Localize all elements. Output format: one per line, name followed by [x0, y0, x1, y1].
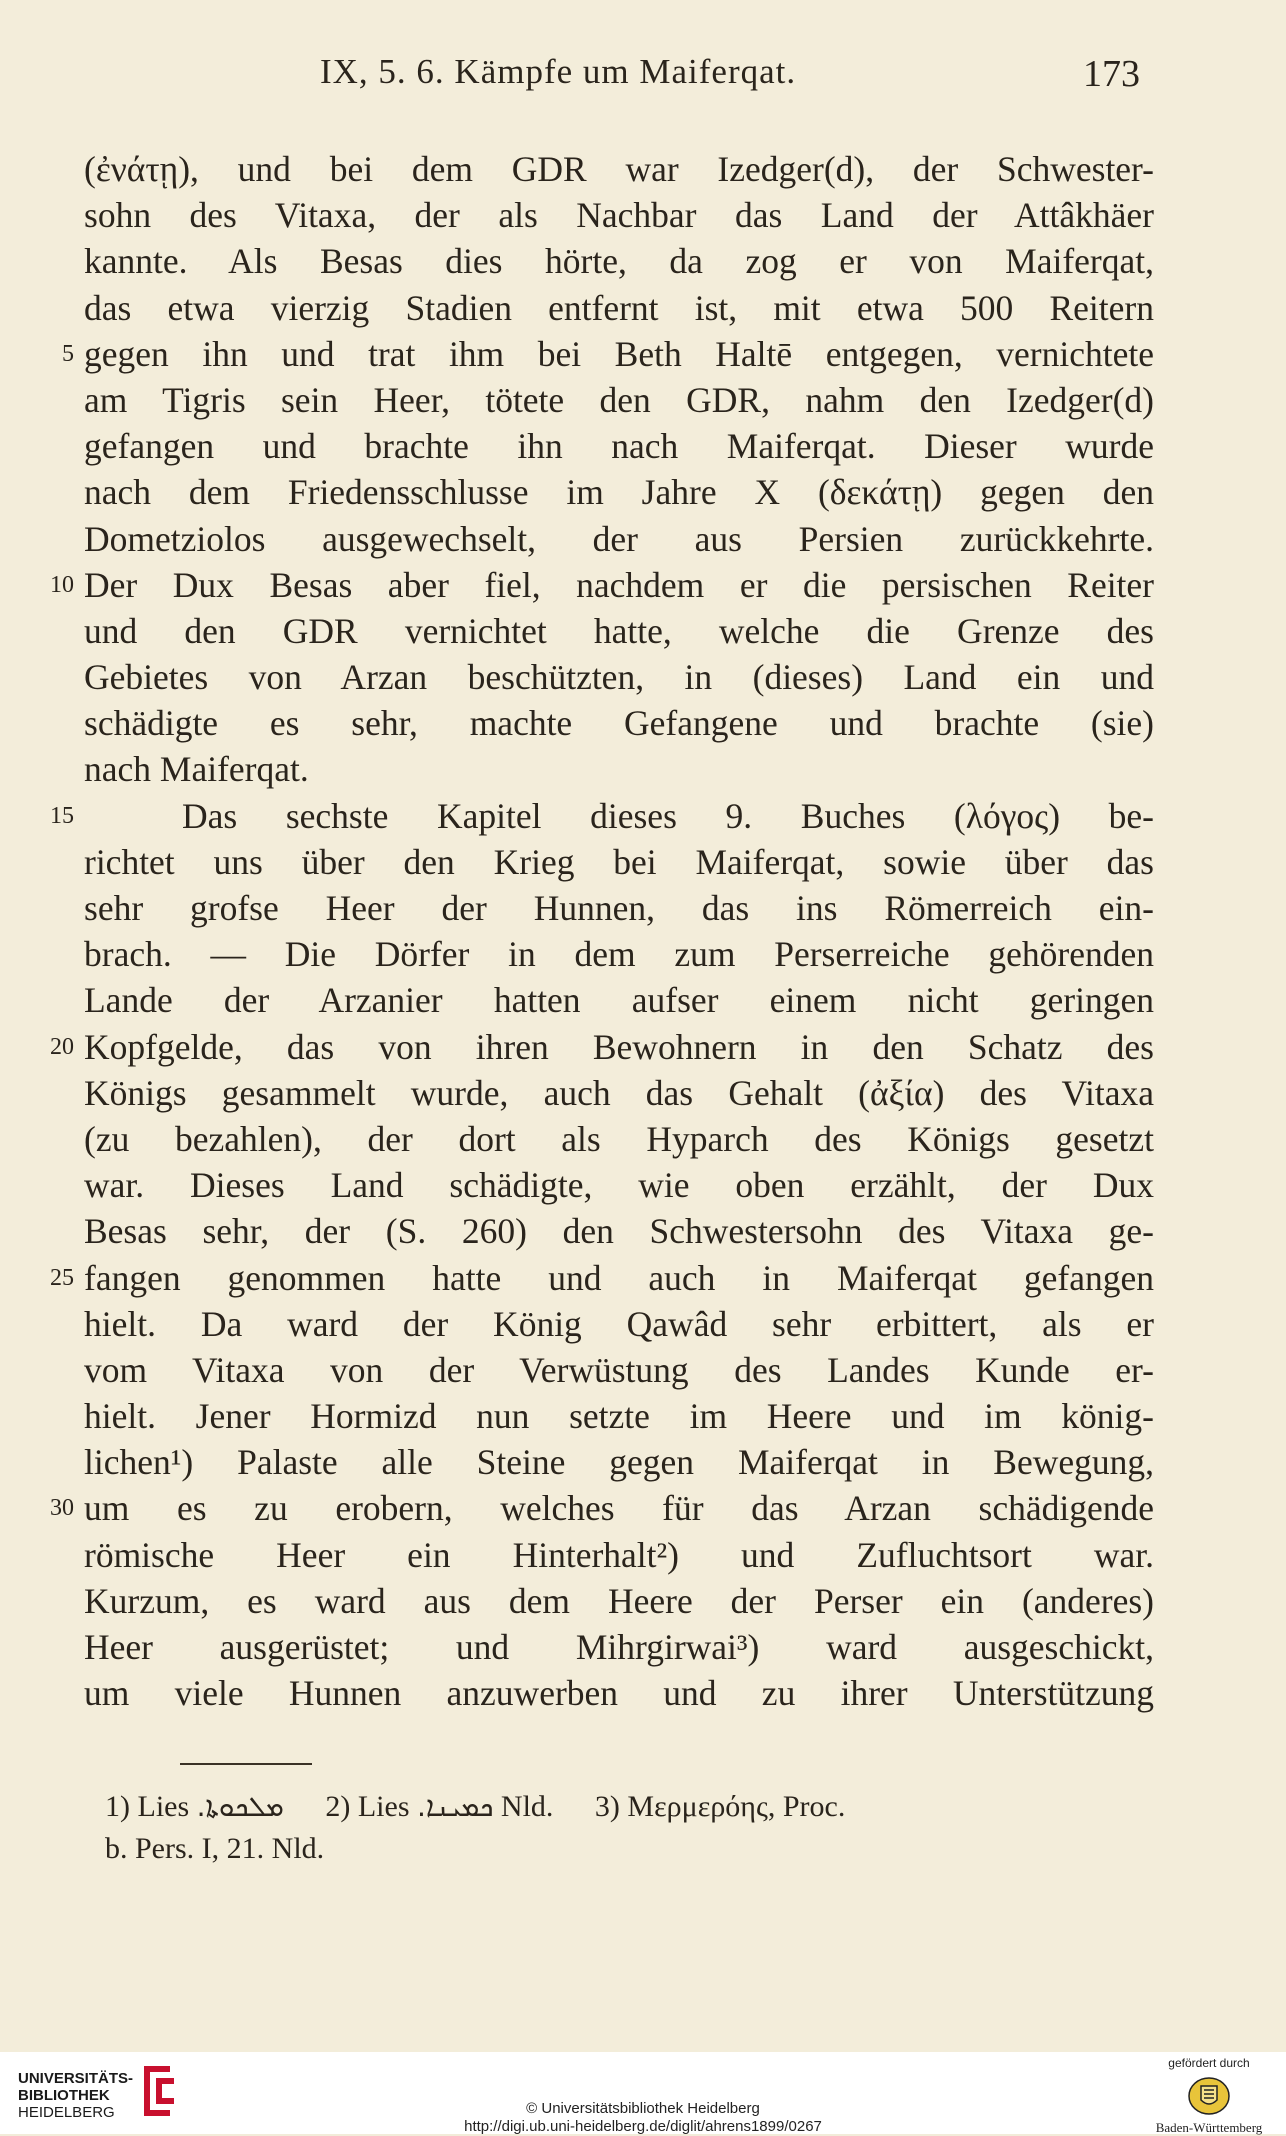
- text-line: [80, 423, 1160, 469]
- line-text: Das sechste Kapitel dieses 9. Buches (λόγος) be-: [182, 795, 1154, 836]
- line-text: Lande der Arzanier hatten aufser einem nicht geringen: [84, 980, 1154, 1021]
- text-line: [80, 192, 1160, 238]
- line-text: am Tigris sein Heer, tötete den GDR, nahm den Izedger(d): [84, 379, 1154, 420]
- text-line: [80, 977, 1160, 1023]
- line-text: Dometziolos ausgewechselt, der aus Persien zurückkehrte.: [84, 518, 1154, 559]
- text-line: [80, 238, 1160, 284]
- text-line: [80, 469, 1160, 515]
- line-text: brach. — Die Dörfer in dem zum Perserreiche gehörenden: [84, 934, 1154, 975]
- footnote-2-syriac: ܟܡܝܢܐ.: [417, 1790, 494, 1823]
- line-number: 15: [50, 802, 74, 829]
- line-text: gegen ihn und trat ihm bei Beth Haltē entgegen, vernichtete: [84, 333, 1154, 374]
- text-line: [80, 1624, 1160, 1670]
- line-text: um es zu erobern, welches für das Arzan schädigende: [84, 1488, 1154, 1529]
- line-text: Der Dux Besas aber fiel, nachdem er die persischen Reiter: [84, 564, 1154, 605]
- line-text: (zu bezahlen), der dort als Hyparch des Königs gesetzt: [84, 1118, 1154, 1159]
- line-text: hielt. Jener Hormizd nun setzte im Heere und im könig-: [84, 1396, 1154, 1437]
- line-number: 20: [50, 1033, 74, 1060]
- copyright-text: © Universitätsbibliothek Heidelberg: [526, 2100, 760, 2117]
- line-text: vom Vitaxa von der Verwüstung des Landes Kunde er-: [84, 1349, 1154, 1390]
- line-text: das etwa vierzig Stadien entfernt ist, mit etwa 500 Reitern: [84, 287, 1154, 328]
- text-line: [80, 1670, 1160, 1716]
- footnote-1-prefix: 1) Lies: [105, 1790, 190, 1823]
- copyright-notice: [0, 2100, 1286, 2136]
- footnote-line-2: b. Pers. I, 21. Nld.: [105, 1832, 325, 1865]
- line-number: 10: [50, 571, 74, 598]
- text-line: [80, 700, 1160, 746]
- line-text: römische Heer ein Hinterhalt²) und Zufluchtsort war.: [84, 1534, 1154, 1575]
- line-text: gefangen und brachte ihn nach Maiferqat. Dieser wurde: [84, 426, 1154, 467]
- line-text: Heer ausgerüstet; und Mihrgirwai³) ward ausgeschickt,: [84, 1627, 1154, 1667]
- coat-of-arms-icon: [1187, 2076, 1231, 2116]
- text-line: [80, 1116, 1160, 1162]
- line-text: Königs gesammelt wurde, auch das Gehalt (ἀξία) des Vitaxa: [84, 1072, 1154, 1113]
- text-line: [80, 608, 1160, 654]
- line-number: 25: [50, 1264, 74, 1291]
- footnote-1-syriac: ܡܠܟܘܬܐ.: [196, 1790, 284, 1823]
- text-line: [80, 1070, 1160, 1116]
- permalink[interactable]: http://digi.ub.uni-heidelberg.de/diglit/ahrens1899/0267: [464, 2118, 822, 2135]
- footnote-2: [325, 1786, 553, 1828]
- footnote-2-suffix: Nld.: [500, 1790, 554, 1823]
- text-line: [80, 654, 1160, 700]
- text-line: [50, 562, 1160, 608]
- line-text: nach Maiferqat.: [84, 749, 309, 790]
- text-line: [50, 1485, 1160, 1531]
- line-text: Kopfgelde, das von ihren Bewohnern in den Schatz des: [84, 1026, 1154, 1067]
- text-line: [80, 1393, 1160, 1439]
- footnote-rule: [180, 1763, 312, 1765]
- line-text: nach dem Friedensschlusse im Jahre X (δεκάτῃ) gegen den: [84, 472, 1154, 513]
- text-line: [80, 839, 1160, 885]
- sponsor-name: Baden-Württemberg: [1155, 2120, 1263, 2135]
- text-line: [80, 931, 1160, 977]
- line-text: lichen¹) Palaste alle Steine gegen Maiferqat in Bewegung,: [84, 1442, 1154, 1483]
- library-name-2: BIBLIOTHEK: [18, 2087, 110, 2104]
- text-line: [80, 1347, 1160, 1393]
- text-line: [62, 331, 1160, 377]
- library-name-1: UNIVERSITÄTS-: [18, 2070, 134, 2087]
- line-text: um viele Hunnen anzuwerben und zu ihrer Unterstützung: [84, 1673, 1154, 1714]
- text-line: [50, 1024, 1160, 1070]
- text-line: [80, 1301, 1160, 1347]
- footnote-3: 3) Μερμερόης, Proc.: [594, 1790, 846, 1823]
- text-line: [80, 285, 1160, 331]
- text-line: [80, 516, 1160, 562]
- text-line: [80, 1439, 1160, 1485]
- text-line: [80, 146, 1160, 192]
- sponsor-label: gefördert durch: [1168, 2056, 1250, 2070]
- line-text: sohn des Vitaxa, der als Nachbar das Land der Attâkhäer: [84, 195, 1154, 236]
- page-number: 173: [1083, 53, 1140, 95]
- text-line: [80, 1208, 1160, 1254]
- page-header: [80, 52, 1140, 102]
- line-text: richtet uns über den Krieg bei Maiferqat, sowie über das: [84, 841, 1154, 882]
- running-head: IX, 5. 6. Kämpfe um Maiferqat.: [320, 52, 797, 91]
- line-text: kannte. Als Besas dies hörte, da zog er von Maiferqat,: [84, 241, 1154, 282]
- text-line: [80, 885, 1160, 931]
- text-line: [80, 746, 1160, 792]
- line-text: fangen genommen hatte und auch in Maiferqat gefangen: [84, 1257, 1154, 1298]
- line-text: Kurzum, es ward aus dem Heere der Perser ein (anderes): [84, 1580, 1154, 1621]
- sponsor-block: [1154, 2056, 1264, 2136]
- body-text: [50, 146, 1160, 1716]
- footnotes: [105, 1786, 1165, 1870]
- line-text: Gebietes von Arzan beschützten, in (dieses) Land ein und: [84, 657, 1154, 698]
- line-text: und den GDR vernichtet hatte, welche die Grenze des: [84, 610, 1154, 651]
- line-text: (ἐνάτῃ), und bei dem GDR war Izedger(d), der Schwester-: [84, 149, 1154, 189]
- text-line: [80, 377, 1160, 423]
- line-number: 30: [50, 1495, 74, 1522]
- line-number: 5: [62, 340, 74, 367]
- line-text: hielt. Da ward der König Qawâd sehr erbittert, als er: [84, 1303, 1154, 1344]
- text-line: [50, 1255, 1160, 1301]
- footnote-line-1: [105, 1786, 1165, 1828]
- footnote-2-prefix: 2) Lies: [325, 1790, 410, 1823]
- line-text: sehr grofse Heer der Hunnen, das ins Römerreich ein-: [84, 888, 1154, 928]
- line-text: war. Dieses Land schädigte, wie oben erzählt, der Dux: [84, 1165, 1154, 1206]
- line-text: Besas sehr, der (S. 260) den Schwestersohn des Vitaxa ge-: [84, 1211, 1154, 1252]
- line-text: schädigte es sehr, machte Gefangene und brachte (sie): [84, 703, 1154, 744]
- text-line: [80, 1532, 1160, 1578]
- footnote-1: [105, 1786, 284, 1828]
- text-line: [80, 1578, 1160, 1624]
- text-line: [80, 1162, 1160, 1208]
- library-name-3: HEIDELBERG: [18, 2104, 115, 2121]
- text-line: [50, 793, 1160, 839]
